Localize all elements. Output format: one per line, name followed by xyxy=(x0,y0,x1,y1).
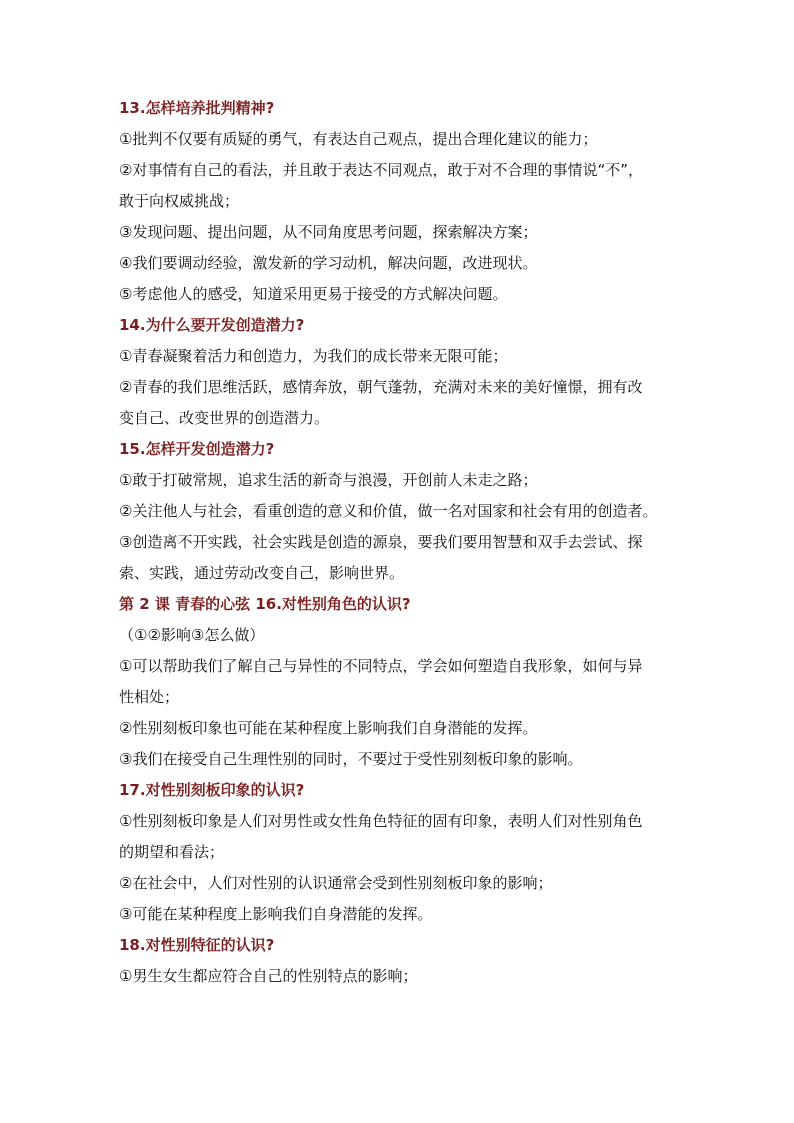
answer-line: ③我们在接受自己生理性别的同时，不要过于受性别刻板印象的影响。 xyxy=(119,750,583,768)
answer-line: 敢于向权威挑战； xyxy=(119,192,240,210)
answer-line: ⑤考虑他人的感受，知道采用更易于接受的方式解决问题。 xyxy=(119,285,508,303)
answer-line: ②在社会中，人们对性别的认识通常会受到性别刻板印象的影响； xyxy=(119,874,553,892)
answer-line: ②对事情有自己的看法，并且敢于表达不同观点，敢于对不合理的事情说“不”， xyxy=(119,161,643,179)
answer-line: ④我们要调动经验，激发新的学习动机，解决问题，改进现状。 xyxy=(119,254,538,272)
answer-line: 索、实践，通过劳动改变自己，影响世界。 xyxy=(119,564,405,582)
answer-line: （①②影响③怎么做） xyxy=(119,626,265,644)
answer-line: ③创造离不开实践，社会实践是创造的源泉，要我们要用智慧和双手去尝试、探 xyxy=(119,533,643,551)
question-heading: 13.怎样培养批判精神? xyxy=(119,99,275,117)
answer-line: ①男生女生都应符合自己的性别特点的影响； xyxy=(119,967,418,985)
answer-line: 性相处； xyxy=(119,688,180,706)
answer-line: ②关注他人与社会，看重创造的意义和价值，做一名对国家和社会有用的创造者。 xyxy=(119,502,658,520)
answer-line: 变自己、改变世界的创造潜力。 xyxy=(119,409,330,427)
question-heading: 14.为什么要开发创造潜力? xyxy=(119,316,305,334)
answer-line: ②性别刻板印象也可能在某种程度上影响我们自身潜能的发挥。 xyxy=(119,719,538,737)
answer-line: 的期望和看法； xyxy=(119,843,225,861)
answer-line: ②青春的我们思维活跃，感情奔放，朝气蓬勃，充满对未来的美好憧憬，拥有改 xyxy=(119,378,643,396)
question-heading: 17.对性别刻板印象的认识? xyxy=(119,781,305,799)
answer-line: ①性别刻板印象是人们对男性或女性角色特征的固有印象，表明人们对性别角色 xyxy=(119,812,643,830)
document-page xyxy=(119,93,684,992)
question-heading: 18.对性别特征的认识? xyxy=(119,936,275,954)
answer-line: ③发现问题、提出问题，从不同角度思考问题，探索解决方案； xyxy=(119,223,538,241)
question-heading: 第 2 课 青春的心弦 16.对性别角色的认识? xyxy=(119,595,411,613)
question-heading: 15.怎样开发创造潜力? xyxy=(119,440,275,458)
answer-line: ①可以帮助我们了解自己与异性的不同特点，学会如何塑造自我形象，如何与异 xyxy=(119,657,643,675)
answer-line: ③可能在某种程度上影响我们自身潜能的发挥。 xyxy=(119,905,433,923)
answer-line: ①敢于打破常规，追求生活的新奇与浪漫，开创前人未走之路； xyxy=(119,471,538,489)
answer-line: ①青春凝聚着活力和创造力，为我们的成长带来无限可能； xyxy=(119,347,508,365)
answer-line: ①批判不仅要有质疑的勇气，有表达自己观点，提出合理化建议的能力； xyxy=(119,130,598,148)
